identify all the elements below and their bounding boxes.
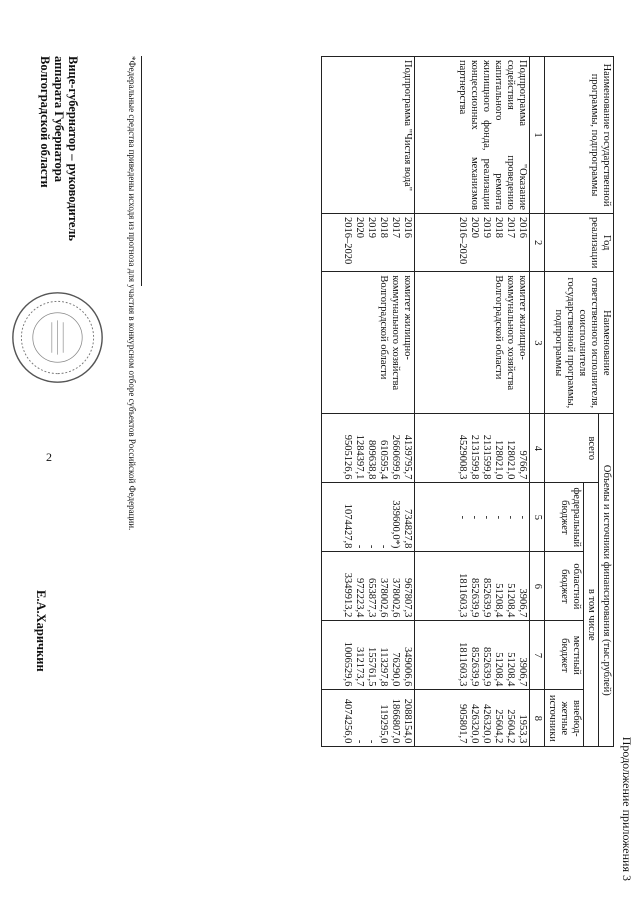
official-seal xyxy=(10,290,105,385)
subprogram-name: Подпрограмма "Чистая вода" xyxy=(322,57,415,214)
signatory-title-line: Вице-губернатор – руководитель xyxy=(66,56,80,242)
col-number: 5 xyxy=(530,483,545,552)
local-values: 349006,6 76290,0 113297,8 155761,5 312173,7 1006529,6 xyxy=(322,621,415,690)
col-number: 3 xyxy=(530,272,545,414)
col-number: 2 xyxy=(530,214,545,272)
col-number: 4 xyxy=(530,414,545,483)
funding-table xyxy=(321,56,614,747)
header-total: всего xyxy=(545,414,599,483)
subprogram-name: Подпрограмма "Оказание содействия проведению капитального ремонта жилищного фонда, реализации концессионных механизмов партнерства xyxy=(415,57,530,214)
footnote-divider xyxy=(141,56,142,286)
signatory-title-line: аппарата Губернатора xyxy=(52,56,66,182)
year-list: 2016 2017 2018 2019 2020 2016–2020 xyxy=(322,214,415,272)
federal-values: 734827,8 339600,0*) - - - 1074427,8 xyxy=(322,483,415,552)
page-number: 2 xyxy=(46,450,52,464)
header-federal: федеральный бюджет xyxy=(545,483,584,552)
header-including: в том числе xyxy=(584,483,599,747)
header-extra: внебюд-жетные источники xyxy=(545,690,584,747)
total-values: 4139795,7 2660699,6 610595,4 809638,8 1284397,1 9505126,6 xyxy=(322,414,415,483)
signatory-title-line: Волгоградской области xyxy=(38,56,52,188)
header-local: местный бюджет xyxy=(545,621,584,690)
signatory-name: Е.А.Харичкин xyxy=(34,590,48,672)
header-executor: Наименование ответственного исполнителя, соисполнителя государственной программы, подпрограммы xyxy=(545,272,614,414)
col-number: 1 xyxy=(530,57,545,214)
header-regional: областной бюджет xyxy=(545,552,584,621)
appendix-continuation: Продолжение приложения 3 xyxy=(620,736,634,881)
total-values: 9766,7 128021,0 128021,0 2131599,8 2131599,8 4529008,3 xyxy=(415,414,530,483)
table-row xyxy=(415,57,530,747)
extra-values: 1953,3 25604,2 25604,2 426320,0 426320,0 905801,7 xyxy=(415,690,530,747)
local-values: 3906,7 51208,4 51208,4 852639,9 852639,9 1811603,3 xyxy=(415,621,530,690)
executor: комитет жилищно-коммунального хозяйства Волгоградской области xyxy=(322,272,415,414)
footnote: *Федеральные средства приведены исходя из прогноза для участия в конкурсном отборе субъектов Российской Федерации. xyxy=(127,56,137,531)
regional-values: 3906,7 51208,4 51208,4 852639,9 852639,9 1811603,3 xyxy=(415,552,530,621)
col-number: 7 xyxy=(530,621,545,690)
regional-values: 967807,3 378002,6 378002,6 653877,3 972223,4 3349913,2 xyxy=(322,552,415,621)
signatory-title xyxy=(38,56,80,241)
table-row xyxy=(322,57,415,747)
year-list: 2016 2017 2018 2019 2020 2016–2020 xyxy=(415,214,530,272)
executor: комитет жилищно-коммунального хозяйства Волгоградской области xyxy=(415,272,530,414)
col-number: 6 xyxy=(530,552,545,621)
col-number: 8 xyxy=(530,690,545,747)
header-name: Наименование государственной программы, подпрограммы xyxy=(545,57,614,214)
federal-values: - - - - - - xyxy=(415,483,530,552)
header-funding: Объемы и источники финансирования (тыс.рублей) xyxy=(599,414,614,747)
header-year: Год реализации xyxy=(545,214,614,272)
extra-values: 2088154,0 1866807,0 119295,0 - - 4074256,0 xyxy=(322,690,415,747)
